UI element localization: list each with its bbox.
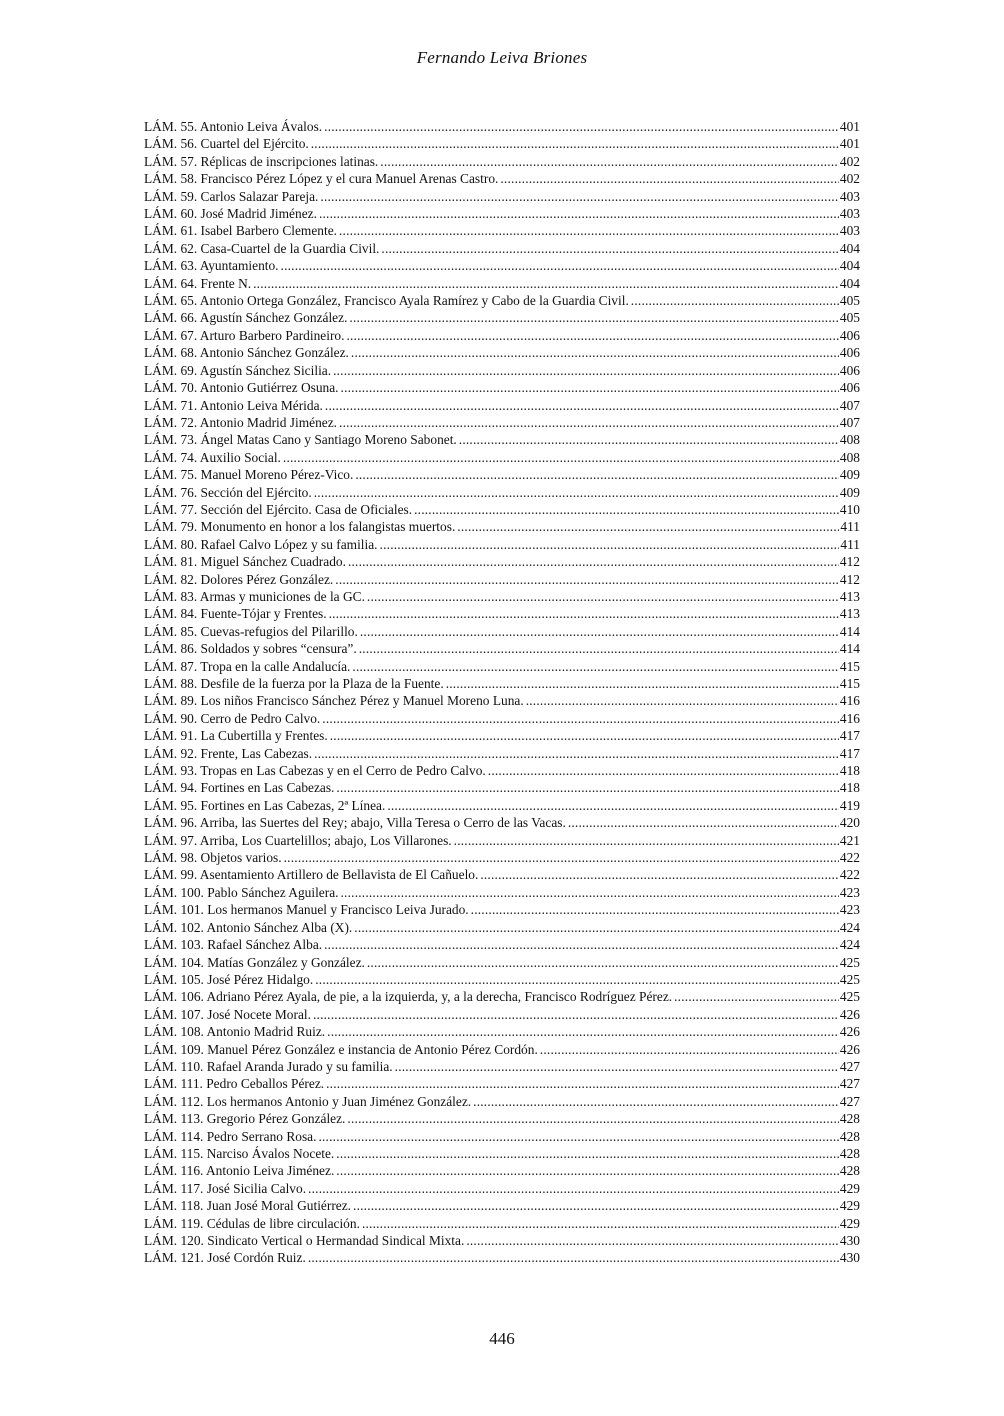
dot-leader [329, 605, 839, 622]
dot-leader [284, 849, 839, 866]
toc-entry [144, 188, 860, 205]
running-header: Fernando Leiva Briones [416, 48, 588, 67]
entry-page-number: 426 [839, 1024, 860, 1040]
dot-leader [313, 1006, 839, 1023]
dot-leader [354, 919, 839, 936]
toc-entry [144, 971, 860, 988]
dot-leader [466, 1232, 839, 1249]
toc-entry [144, 135, 860, 152]
entry-title: LÁM. 98. Objetos varios. [144, 850, 282, 866]
dot-leader [315, 971, 839, 988]
page-number: 446 [489, 1329, 515, 1348]
toc-entry [144, 832, 860, 849]
toc-entry [144, 1041, 860, 1058]
toc-entry [144, 1249, 860, 1266]
dot-leader [322, 710, 839, 727]
entry-page-number: 403 [839, 223, 860, 239]
dot-leader [387, 797, 839, 814]
dot-leader [381, 240, 839, 257]
dot-leader [325, 397, 839, 414]
toc-entry [144, 484, 860, 501]
entry-title: LÁM. 73. Ángel Matas Cano y Santiago Moreno Sabonet. [144, 432, 457, 448]
entry-page-number: 402 [839, 153, 860, 169]
entry-title: LÁM. 118. Juan José Moral Gutiérrez. [144, 1198, 352, 1214]
entry-page-number: 424 [839, 919, 860, 935]
entry-title: LÁM. 67. Arturo Barbero Pardineiro. [144, 327, 345, 343]
entry-title: LÁM. 89. Los niños Francisco Sánchez Pérez y Manuel Moreno Luna. [144, 693, 524, 709]
dot-leader [308, 1180, 839, 1197]
entry-title: LÁM. 75. Manuel Moreno Pérez-Vico. [144, 467, 354, 483]
entry-page-number: 405 [839, 293, 860, 309]
entry-page-number: 430 [839, 1250, 860, 1266]
entry-page-number: 412 [839, 554, 860, 570]
entry-page-number: 425 [839, 989, 860, 1005]
entry-page-number: 409 [839, 484, 860, 500]
entry-page-number: 402 [839, 171, 860, 187]
dot-leader [674, 988, 839, 1005]
entry-title: LÁM. 93. Tropas en Las Cabezas y en el Cerro de Pedro Calvo. [144, 763, 486, 779]
toc-entry [144, 292, 860, 309]
toc-entry [144, 1145, 860, 1162]
dot-leader [631, 292, 839, 309]
entry-title: LÁM. 61. Isabel Barbero Clemente. [144, 223, 337, 239]
dot-leader [318, 1128, 838, 1145]
dot-leader [311, 135, 839, 152]
entry-page-number: 423 [839, 884, 860, 900]
dot-leader [314, 745, 839, 762]
toc-entry [144, 866, 860, 883]
entry-page-number: 423 [839, 902, 860, 918]
entry-page-number: 416 [839, 693, 860, 709]
toc-entry [144, 536, 860, 553]
toc-entry [144, 431, 860, 448]
entry-page-number: 428 [839, 1111, 860, 1127]
dot-leader [339, 414, 839, 431]
entry-page-number: 416 [839, 710, 860, 726]
dot-leader [336, 1162, 839, 1179]
entry-page-number: 425 [839, 954, 860, 970]
entry-page-number: 404 [839, 275, 860, 291]
toc-entry [144, 222, 860, 239]
entry-title: LÁM. 117. José Sicilia Calvo. [144, 1180, 307, 1196]
dot-leader [351, 344, 839, 361]
toc-entry [144, 449, 860, 466]
entry-page-number: 429 [839, 1180, 860, 1196]
toc-entry [144, 397, 860, 414]
entry-title: LÁM. 120. Sindicato Vertical o Hermandad Sindical Mixta. [144, 1233, 465, 1248]
entry-page-number: 406 [839, 327, 860, 343]
entry-page-number: 412 [839, 571, 860, 587]
dot-leader [324, 118, 839, 135]
entry-page-number: 401 [839, 136, 860, 152]
entry-title: LÁM. 107. José Nocete Moral. [144, 1006, 311, 1022]
toc-entry [144, 240, 860, 257]
toc-entry [144, 170, 860, 187]
dot-leader [308, 1249, 839, 1266]
entry-title: LÁM. 90. Cerro de Pedro Calvo. [144, 710, 321, 726]
entry-title: LÁM. 103. Rafael Sánchez Alba. [144, 937, 323, 953]
dot-leader [480, 866, 839, 883]
dot-leader [352, 658, 839, 675]
entry-title: LÁM. 116. Antonio Leiva Jiménez. [144, 1163, 335, 1179]
toc-entry [144, 327, 860, 344]
dot-leader [324, 936, 839, 953]
entry-title: LÁM. 114. Pedro Serrano Rosa. [144, 1128, 317, 1144]
dot-leader [473, 1093, 839, 1110]
entry-page-number: 421 [839, 832, 860, 848]
toc-entry [144, 1006, 860, 1023]
entry-page-number: 426 [839, 1041, 860, 1057]
entry-title: LÁM. 55. Antonio Leiva Ávalos. [144, 119, 323, 134]
toc-entry [144, 1232, 860, 1249]
toc-entry [144, 919, 860, 936]
toc-entry [144, 153, 860, 170]
entry-title: LÁM. 94. Fortines en Las Cabezas. [144, 780, 335, 796]
toc-entry [144, 553, 860, 570]
toc-entry [144, 745, 860, 762]
dot-leader [367, 588, 839, 605]
entry-page-number: 425 [839, 971, 860, 987]
toc-entry [144, 205, 860, 222]
entry-page-number: 415 [839, 658, 860, 674]
entry-title: LÁM. 63. Ayuntamiento. [144, 258, 279, 274]
entry-title: LÁM. 83. Armas y municiones de la GC. [144, 588, 365, 604]
entry-title: LÁM. 62. Casa-Cuartel de la Guardia Civil. [144, 240, 380, 256]
entry-title: LÁM. 76. Sección del Ejército. [144, 484, 312, 500]
dot-leader [500, 170, 839, 187]
entry-title: LÁM. 101. Los hermanos Manuel y Francisco Leiva Jurado. [144, 902, 469, 918]
dot-leader [326, 1075, 839, 1092]
entry-title: LÁM. 82. Dolores Pérez González. [144, 571, 334, 587]
dot-leader [568, 814, 839, 831]
entry-title: LÁM. 108. Antonio Madrid Ruiz. [144, 1024, 326, 1040]
entry-title: LÁM. 70. Antonio Gutiérrez Osuna. [144, 380, 339, 396]
entry-title: LÁM. 79. Monumento en honor a los falangistas muertos. [144, 519, 456, 535]
entry-page-number: 408 [839, 449, 860, 465]
dot-leader [327, 1023, 839, 1040]
dot-leader [362, 1215, 839, 1232]
dot-leader [281, 257, 839, 274]
entry-page-number: 422 [839, 850, 860, 866]
dot-leader [348, 553, 839, 570]
toc-entry [144, 936, 860, 953]
entry-page-number: 429 [839, 1215, 860, 1231]
toc-entry [144, 344, 860, 361]
entry-title: LÁM. 56. Cuartel del Ejército. [144, 136, 309, 152]
entry-page-number: 411 [840, 519, 860, 535]
entry-page-number: 413 [839, 606, 860, 622]
dot-leader [359, 640, 839, 657]
toc-entry [144, 1023, 860, 1040]
entry-title: LÁM. 112. Los hermanos Antonio y Juan Jiménez González. [144, 1093, 472, 1109]
dot-leader [336, 1145, 839, 1162]
dot-leader [320, 188, 839, 205]
entry-page-number: 429 [839, 1198, 860, 1214]
entry-title: LÁM. 121. José Cordón Ruiz. [144, 1250, 306, 1266]
entry-page-number: 418 [839, 763, 860, 779]
entry-title: LÁM. 92. Frente, Las Cabezas. [144, 745, 313, 761]
entry-page-number: 414 [839, 641, 860, 657]
entry-title: LÁM. 64. Frente N. [144, 275, 252, 291]
entry-title: LÁM. 102. Antonio Sánchez Alba (X). [144, 919, 353, 935]
entry-page-number: 403 [839, 206, 860, 222]
entry-page-number: 401 [839, 119, 860, 134]
entry-page-number: 428 [839, 1128, 860, 1144]
dot-leader [339, 222, 839, 239]
toc-entry [144, 640, 860, 657]
entry-page-number: 428 [839, 1163, 860, 1179]
dot-leader [319, 205, 839, 222]
entry-page-number: 419 [839, 797, 860, 813]
toc-entry [144, 1215, 860, 1232]
toc-entry [144, 118, 860, 135]
entry-title: LÁM. 80. Rafael Calvo López y su familia. [144, 536, 378, 552]
entry-page-number: 411 [840, 536, 860, 552]
entry-page-number: 406 [839, 380, 860, 396]
entry-page-number: 413 [839, 588, 860, 604]
entry-title: LÁM. 57. Réplicas de inscripciones latinas. [144, 153, 379, 169]
dot-leader [395, 1058, 839, 1075]
entry-title: LÁM. 99. Asentamiento Artillero de Bellavista de El Cañuelo. [144, 867, 479, 883]
toc-entry [144, 466, 860, 483]
entry-title: LÁM. 72. Antonio Madrid Jiménez. [144, 414, 338, 430]
entry-page-number: 426 [839, 1006, 860, 1022]
toc-entry [144, 379, 860, 396]
entry-title: LÁM. 69. Agustín Sánchez Sicilia. [144, 362, 332, 378]
dot-leader [333, 362, 839, 379]
toc-entry [144, 1162, 860, 1179]
toc-entry [144, 988, 860, 1005]
entry-page-number: 428 [839, 1145, 860, 1161]
entry-title: LÁM. 74. Auxilio Social. [144, 449, 281, 465]
entry-page-number: 430 [839, 1233, 860, 1248]
dot-leader [380, 153, 839, 170]
entry-title: LÁM. 71. Antonio Leiva Mérida. [144, 397, 323, 413]
entry-title: LÁM. 84. Fuente-Tójar y Frentes. [144, 606, 327, 622]
entry-page-number: 417 [839, 745, 860, 761]
dot-leader [380, 536, 840, 553]
toc-entry [144, 727, 860, 744]
dot-leader [330, 727, 839, 744]
entry-page-number: 405 [839, 310, 860, 326]
dot-leader [540, 1041, 839, 1058]
entry-page-number: 424 [839, 937, 860, 953]
toc-entry [144, 884, 860, 901]
toc-entry [144, 658, 860, 675]
dot-leader [346, 327, 838, 344]
toc-entry [144, 257, 860, 274]
entry-page-number: 415 [839, 676, 860, 691]
entry-title: LÁM. 59. Carlos Salazar Pareja. [144, 188, 319, 204]
dot-leader [341, 379, 839, 396]
toc-entry [144, 797, 860, 814]
entry-title: LÁM. 88. Desfile de la fuerza por la Plaza de la Fuente. [144, 676, 444, 691]
toc-entry [144, 901, 860, 918]
dot-leader [360, 623, 839, 640]
toc-entry [144, 849, 860, 866]
entry-title: LÁM. 96. Arriba, las Suertes del Rey; abajo, Villa Teresa o Cerro de las Vacas. [144, 815, 566, 831]
toc-entry [144, 779, 860, 796]
entry-page-number: 406 [839, 345, 860, 361]
entry-title: LÁM. 60. José Madrid Jiménez. [144, 206, 317, 222]
entry-title: LÁM. 68. Antonio Sánchez González. [144, 345, 349, 361]
toc-entry [144, 1110, 860, 1127]
toc-entry [144, 1075, 860, 1092]
entry-title: LÁM. 65. Antonio Ortega González, Francisco Ayala Ramírez y Cabo de la Guardia Civil. [144, 293, 629, 309]
entry-title: LÁM. 66. Agustín Sánchez González. [144, 310, 348, 326]
entry-title: LÁM. 109. Manuel Pérez González e instancia de Antonio Pérez Cordón. [144, 1041, 538, 1057]
entry-page-number: 406 [839, 362, 860, 378]
dot-leader [454, 832, 839, 849]
toc-entry [144, 710, 860, 727]
entry-page-number: 427 [839, 1093, 860, 1109]
toc-entry [144, 362, 860, 379]
dot-leader [414, 501, 839, 518]
entry-page-number: 410 [839, 501, 860, 517]
dot-leader [355, 466, 839, 483]
entry-title: LÁM. 111. Pedro Ceballos Pérez. [144, 1076, 325, 1092]
toc-entry [144, 1180, 860, 1197]
dot-leader [336, 779, 839, 796]
toc-entry [144, 1197, 860, 1214]
dot-leader [253, 275, 839, 292]
dot-leader [446, 675, 839, 692]
toc-entry [144, 692, 860, 709]
dot-leader [283, 449, 839, 466]
dot-leader [488, 762, 839, 779]
dot-leader [367, 954, 839, 971]
entry-page-number: 408 [839, 432, 860, 448]
entry-title: LÁM. 58. Francisco Pérez López y el cura Manuel Arenas Castro. [144, 171, 499, 187]
entry-title: LÁM. 115. Narciso Ávalos Nocete. [144, 1145, 335, 1161]
entry-page-number: 404 [839, 240, 860, 256]
entry-title: LÁM. 100. Pablo Sánchez Aguilera. [144, 884, 339, 900]
toc-entry [144, 501, 860, 518]
dot-leader [341, 884, 839, 901]
toc-entry [144, 571, 860, 588]
dot-leader [459, 431, 839, 448]
entry-page-number: 420 [839, 815, 860, 831]
entry-title: LÁM. 87. Tropa en la calle Andalucía. [144, 658, 351, 674]
entry-title: LÁM. 86. Soldados y sobres “censura”. [144, 641, 357, 657]
entry-title: LÁM. 105. José Pérez Hidalgo. [144, 971, 314, 987]
dot-leader [471, 901, 839, 918]
dot-leader [526, 692, 839, 709]
entry-title: LÁM. 77. Sección del Ejército. Casa de Oficiales. [144, 501, 413, 517]
table-of-contents [144, 118, 860, 1267]
toc-entry [144, 1093, 860, 1110]
entry-page-number: 422 [839, 867, 860, 883]
entry-page-number: 407 [839, 397, 860, 413]
toc-entry [144, 1128, 860, 1145]
toc-entry [144, 518, 860, 535]
entry-title: LÁM. 81. Miguel Sánchez Cuadrado. [144, 554, 346, 570]
toc-entry [144, 414, 860, 431]
entry-page-number: 417 [839, 728, 860, 744]
toc-entry [144, 675, 860, 692]
toc-entry [144, 954, 860, 971]
entry-page-number: 403 [839, 188, 860, 204]
entry-title: LÁM. 113. Gregorio Pérez González. [144, 1111, 346, 1127]
toc-entry [144, 605, 860, 622]
entry-page-number: 407 [839, 414, 860, 430]
dot-leader [349, 309, 838, 326]
dot-leader [347, 1110, 838, 1127]
toc-entry [144, 275, 860, 292]
entry-page-number: 427 [839, 1076, 860, 1092]
entry-page-number: 427 [839, 1058, 860, 1074]
dot-leader [314, 484, 839, 501]
entry-title: LÁM. 85. Cuevas-refugios del Pilarillo. [144, 623, 358, 639]
dot-leader [353, 1197, 839, 1214]
entry-page-number: 409 [839, 467, 860, 483]
toc-entry [144, 762, 860, 779]
entry-title: LÁM. 104. Matías González y González. [144, 954, 365, 970]
entry-title: LÁM. 110. Rafael Aranda Jurado y su familia. [144, 1058, 393, 1074]
entry-title: LÁM. 97. Arriba, Los Cuartelillos; abajo, Los Villarones. [144, 832, 452, 848]
entry-title: LÁM. 106. Adriano Pérez Ayala, de pie, a la izquierda, y, a la derecha, Francisco Rodríguez Pérez. [144, 989, 673, 1005]
entry-page-number: 404 [839, 258, 860, 274]
entry-page-number: 418 [839, 780, 860, 796]
toc-entry [144, 1058, 860, 1075]
dot-leader [457, 518, 839, 535]
entry-title: LÁM. 91. La Cubertilla y Frentes. [144, 728, 328, 744]
toc-entry [144, 309, 860, 326]
toc-entry [144, 623, 860, 640]
toc-entry [144, 814, 860, 831]
entry-page-number: 414 [839, 623, 860, 639]
toc-entry [144, 588, 860, 605]
entry-title: LÁM. 95. Fortines en Las Cabezas, 2ª Línea. [144, 797, 386, 813]
dot-leader [335, 571, 839, 588]
entry-title: LÁM. 119. Cédulas de libre circulación. [144, 1215, 360, 1231]
